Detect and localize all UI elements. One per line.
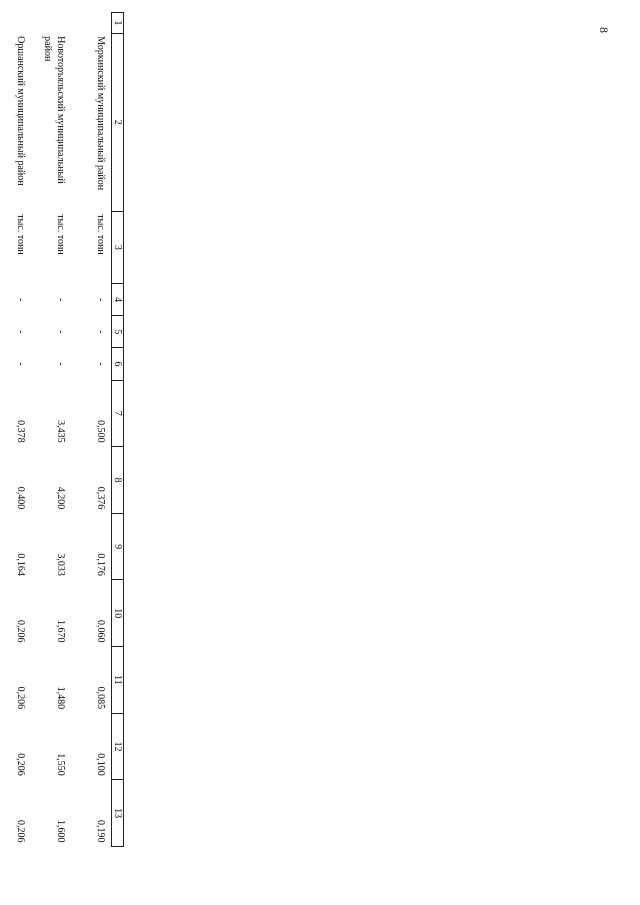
table-row	[31, 13, 71, 847]
cell-c11: 0,085	[95, 686, 106, 710]
cell-name: Моркинский муниципальный район	[95, 36, 106, 191]
cell-c5: -	[55, 330, 66, 334]
cell-c8: 0,400	[15, 486, 26, 510]
column-number-header: 9	[112, 513, 124, 580]
column-number-header: 10	[112, 580, 124, 647]
cell-c9: 0,176	[95, 553, 106, 576]
cell-c4: -	[15, 297, 26, 302]
cell-unit: тыс. тонн	[95, 214, 106, 255]
cell-name: Новоторъяльский муниципальный район	[42, 36, 66, 184]
cell-c13: 0,190	[95, 820, 106, 843]
cell-c6: -	[55, 362, 66, 366]
cell-c13: 1,600	[55, 820, 66, 843]
cell-c6: -	[95, 362, 106, 366]
column-number-header: 12	[112, 713, 124, 780]
column-number-header: 1	[112, 13, 124, 34]
cell-c8: 4,200	[55, 486, 66, 510]
cell-c10: 0,060	[95, 620, 106, 643]
cell-c11: 0,206	[15, 686, 26, 710]
column-number-header: 3	[112, 211, 124, 283]
cell-c5: -	[95, 330, 106, 334]
column-number-header: 6	[112, 348, 124, 380]
cell-unit: тыс. тонн	[55, 214, 66, 255]
page-number: 8	[597, 27, 611, 33]
cell-c12: 0,206	[15, 753, 26, 776]
cell-no	[71, 13, 112, 34]
cell-c4: -	[55, 297, 66, 302]
cell-no	[31, 13, 71, 34]
statistics-table	[0, 12, 124, 847]
table-body	[0, 13, 124, 847]
cell-c7: 0,500	[95, 420, 106, 443]
cell-c6: -	[15, 362, 26, 366]
table-row	[0, 13, 31, 847]
cell-c4: -	[95, 297, 106, 302]
column-number-header: 13	[112, 780, 124, 847]
column-number-header: 7	[112, 380, 124, 447]
cell-c12: 0,100	[95, 753, 106, 776]
rotated-table-container	[0, 12, 124, 847]
cell-c9: 0,164	[15, 553, 26, 576]
table-row	[71, 13, 112, 847]
cell-c9: 3,033	[55, 553, 66, 576]
cell-c11: 1,480	[55, 686, 66, 710]
cell-no	[0, 13, 31, 34]
column-number-header-row	[112, 13, 124, 847]
column-number-header: 8	[112, 447, 124, 514]
cell-c5: -	[15, 330, 26, 334]
column-number-header: 2	[112, 33, 124, 211]
cell-c13: 0,206	[15, 820, 26, 843]
cell-name: Оршанский муниципальный район	[15, 36, 26, 186]
cell-c7: 3,435	[55, 420, 66, 443]
cell-c7: 0,378	[15, 420, 26, 443]
cell-unit: тыс. тонн	[15, 214, 26, 255]
column-number-header: 4	[112, 284, 124, 316]
column-number-header: 5	[112, 316, 124, 348]
cell-c8: 0,376	[95, 486, 106, 510]
cell-c10: 0,206	[15, 620, 26, 643]
cell-c10: 1,670	[55, 620, 66, 643]
column-number-header: 11	[112, 647, 124, 714]
cell-c12: 1,550	[55, 753, 66, 776]
